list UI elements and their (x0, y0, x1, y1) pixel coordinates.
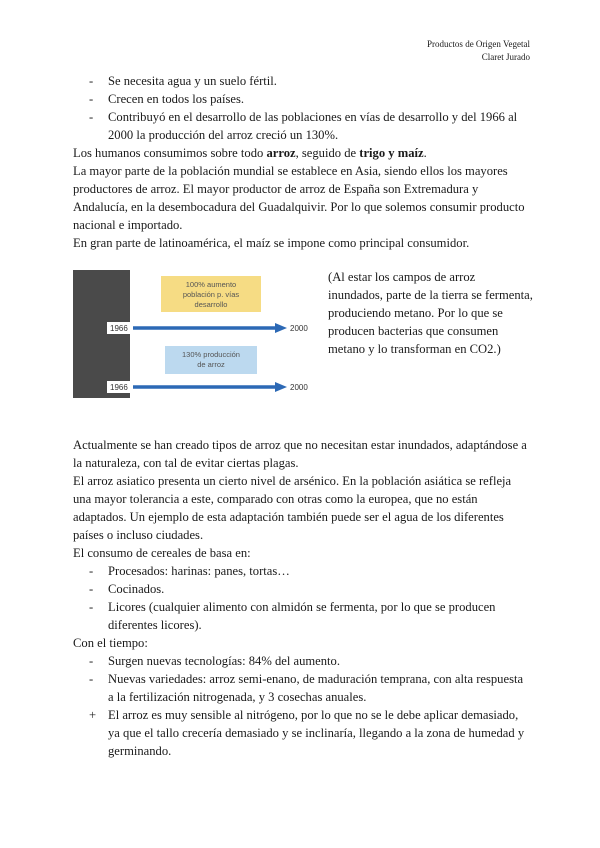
list-item: - Nuevas variedades: arroz semi-enano, de maduración temprana, con alta respuesta a la fertilización nitrogenada, y 3 cosechas anuales. (89, 672, 524, 704)
bottom-label-line1: 130% producción (182, 350, 240, 359)
paragraph-tiempo: Con el tiempo: (73, 636, 148, 650)
paragraph-consumo: Los humanos consumimos sobre todo arroz, seguido de trigo y maíz. (73, 146, 427, 160)
figure-caption: (Al estar los campos de arroz inundados, parte de la tierra se fermenta, produciendo metano. Por lo que se producen bacterias que consumen metano y lo transforman en CO2.) (328, 270, 533, 356)
paragraph-arsenico: El arroz asiatico presenta un cierto nivel de arsénico. En la población asiática se refleja una mayor tolerancia a este, comparado con otras como la europea, que no están adaptados. Un ejemplo de esta adaptación también puede ser el agua de los diferentes países o incluso ciudades. (73, 474, 512, 542)
paragraph-cereales: El consumo de cereales de basa en: (73, 546, 251, 560)
rice-growth-figure (73, 270, 318, 398)
bottom-label-line2: de arroz (197, 360, 225, 369)
page-header (427, 38, 530, 64)
figure-row (73, 262, 531, 426)
document-body (73, 72, 531, 760)
bottom-year-end: 2000 (290, 383, 308, 392)
list-item: - Contribuyó en el desarrollo de las poblaciones en vías de desarrollo y del 1966 al 2000 la producción del arroz creció un 130%. (89, 110, 518, 142)
paragraph-actualmente: Actualmente se han creado tipos de arroz que no necesitan estar inundados, adaptándose a la naturaleza, con tal de evitar ciertas plagas. (73, 438, 527, 470)
top-label-line3: desarrollo (194, 300, 228, 309)
bold-trigo-maiz: trigo y maíz (359, 146, 424, 160)
list-item: - Surgen nuevas tecnologías: 84% del aumento. (89, 654, 341, 668)
bullet-list-tiempo (73, 652, 531, 760)
top-label-line2: población p. vías (182, 290, 240, 299)
list-item: + El arroz es muy sensible al nitrógeno, por lo que no se le debe aplicar demasiado, ya que el tallo crecería demasiado y se inclinaría, llegando a la zona de humedad y germinando. (89, 708, 525, 758)
bullet-list-requirements (73, 72, 531, 144)
top-label-line1: 100% aumento (185, 280, 237, 289)
list-item: - Cocinados. (89, 582, 165, 596)
bold-arroz: arroz (266, 146, 296, 160)
list-item: - Procesados: harinas: panes, tortas… (89, 564, 290, 578)
bottom-year-start: 1966 (110, 383, 128, 392)
list-item: - Licores (cualquier alimento con almidón se fermenta, por lo que se producen diferentes licores). (89, 600, 496, 632)
list-item: - Se necesita agua y un suelo fértil. (89, 74, 277, 88)
bullet-list-cereales (73, 562, 531, 634)
top-year-end: 2000 (290, 324, 308, 333)
top-year-start: 1966 (110, 324, 128, 333)
header-author: Claret Jurado (481, 52, 530, 62)
header-subject: Productos de Origen Vegetal (426, 39, 530, 49)
paragraph-asia: La mayor parte de la población mundial se establece en Asia, siendo ellos los mayores productores de arroz. El mayor productor de arroz de España son Extremadura y Andalucía, en la desembocadura del Guadalquivir. Por lo que solemos consumir producto nacional e importado. (73, 164, 525, 232)
list-item: - Crecen en todos los países. (89, 92, 245, 106)
paragraph-latinoamerica: En gran parte de latinoamérica, el maíz se impone como principal consumidor. (73, 236, 470, 250)
